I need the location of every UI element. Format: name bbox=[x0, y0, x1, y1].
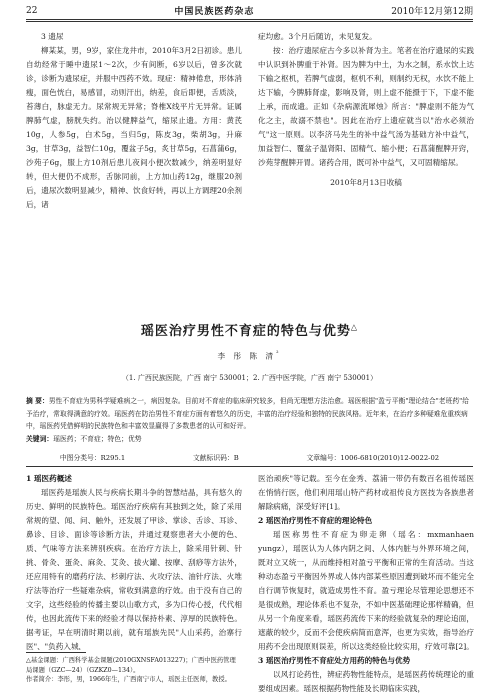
author-mark: ² bbox=[276, 350, 282, 357]
footnote-rule bbox=[26, 652, 86, 653]
title-mark: △ bbox=[350, 322, 359, 332]
section-heading: 2 瑶医治疗男性不育症的理论特色 bbox=[258, 516, 373, 525]
author-affiliation: （1. 广西民族医院，广西 南宁 530001；2. 广西中医学院，广西 南宁 530001） bbox=[121, 374, 378, 382]
section-text: 瑶医称男性不育症为卵走卵（瑶名：mxmanhaen yungz），瑶医认为人体内阴之间、人体内脏与外界环境之间，既对立又统一，从而维持相对盈亏平衡和正常的生育活动。当这种动态盈亏平衡因外界或人体内部某些原因遭到破坏而不能完全自行调节恢复时，就造成男性不育。盈亏理论尽管理论思想还不是很成熟，理论体系也不复杂，不如中医基础理论那样精确，但从另一个角度来看，瑶医药流传下来的经验就复杂的理论追面，遮蔽的较少，反而不会使疾病简而意浑，也更为实效，指导治疗用药不会出现原则误差，所以这类经验比较实用，疗效可靠[2]。 bbox=[258, 530, 474, 651]
case-heading: 3 遗尿 bbox=[41, 32, 64, 41]
clc-number: 中图分类号：R295.1 bbox=[59, 454, 126, 462]
section-text: 瑶医药是瑶族人民与疾病长期斗争的智慧结晶，具有悠久的历史、鲜明的民族特色。瑶医治疗疾病有其独到之处，除了采用常规的望、闻、问、触外，还发展了甲诊、掌诊、舌诊、耳诊、鼻诊、目诊、面诊等诊断方法，并通过观察患者大小便的色、质、气味等方法来辨别疾病。在治疗方法上，除采用针刺、针挑、骨灸、蛋灸、麻灸、艾灸、拔火罐、按摩、刮痧等方法外，还应用特有的磨药疗法、杉刺疗法、火攻疗法、油针疗法、火堆疗法等治疗一些疑难杂病，常收到满意的疗效。由于没有自己的文字，这些经验的传播主要以山歌方式，多为口传心授，代代相传，也因此流传下来的经验才得以保持朴素、淳厚的民族特色。据考证，早在明清时期以前，就有瑶族先民"人山采药，治寨行医"、"负药入城， bbox=[26, 488, 242, 650]
case-column-right bbox=[258, 30, 474, 310]
keywords bbox=[26, 433, 473, 446]
abstract bbox=[26, 395, 473, 433]
page-number: 22 bbox=[26, 5, 38, 16]
keywords-text: 瑶医药；不育症；特色；优势 bbox=[53, 434, 142, 443]
footnotes bbox=[26, 656, 242, 685]
body-column-right bbox=[258, 472, 474, 694]
document-code: 文献标识码：B bbox=[192, 454, 239, 462]
classification-line bbox=[26, 452, 473, 462]
running-header bbox=[26, 4, 473, 17]
article-number: 文章编号：1006-6810(2010)12-0022-02 bbox=[306, 454, 440, 462]
abstract-label: 摘 要： bbox=[26, 397, 49, 405]
author-bio: 作者简介：李彤，男，1966年生，广西南宁市人，瑶医主任医师，教授。 bbox=[26, 676, 231, 684]
journal-name: 中国民族医药杂志 bbox=[174, 7, 255, 17]
case-column-left bbox=[26, 30, 242, 310]
abstract-block bbox=[26, 395, 473, 445]
keywords-label: 关键词： bbox=[26, 434, 54, 443]
case-outcome: 症均愈。3个月后随访，未见复发。 bbox=[258, 32, 377, 41]
case-commentary: 按：治疗遗尿症古今多以补肾为主。笔者在治疗遗尿的实践中认识到补脾重于补肾。因为脾为中土，为水之制，系水饮上达下输之枢机，若脾气虚弱，枢机不利，则制约无权，水饮不能上达下输，今脾肺肾虚，影响及肾，则上虚不能摄于下，下虚不能上承，而成遗。正如《杂病源流犀烛》所言："脾虚则不能为气化之主，故溺不禁也"。因此在治疗上遗症就当以"治水必须治气"这一原则。以李济马先生的补中益气汤为基础方补中益气，加益智仁、覆盆子温肾阳、固精气、缩小便；石菖蒲醒脾开窍，沙苑芽醒脾开胃。诸药合用，既可补中益气，又可固精缩尿。 bbox=[258, 46, 474, 167]
section-text: 医治顽疾"等记载。至今在金秀、荔浦一带仍有数百名祖传瑶医在悄悄行医，他们利用瑶山特产药材或祖传良方医技为各族患者解除病痛，深受好评[1]。 bbox=[258, 474, 474, 511]
article-title: 瑶医治疗男性不育症的特色与优势△ bbox=[140, 322, 359, 339]
section-heading: 1 瑶医药概述 bbox=[26, 474, 72, 483]
body-column-left bbox=[26, 472, 242, 650]
received-date: 2010年8月13日收稿 bbox=[330, 178, 402, 187]
section-heading: 3 瑶医治疗男性不育症处方用药的特色与优势 bbox=[258, 656, 411, 665]
header-rule bbox=[26, 19, 473, 20]
abstract-separator bbox=[26, 466, 473, 467]
case-paragraph: 柳某某，男，9岁，家住龙井市，2010年3月2日初诊。患儿自幼经常于睡中遗尿1～2次，少有间断，6岁以后，曾多次就诊，诊断为遗尿症，并服中西药不效。现症：精神倦怠，形体消瘦，面色恍白，易感冒，动则汗出，纳差，食后即便，舌质淡，苔薄白，脉虚无力。尿常规无异常；脊椎X线平片无异常。证属脾肺气虚，膀胱失约。治以健脾益气，缩尿止遗。方用：黄芪10g，人参5g，白术5g，当归5g，陈皮3g，柴胡3g，升麻3g，甘草3g，益智仁10g，覆盆子5g，炙甘草5g，石菖蒲6g，沙苑子6g，服上方10剂后患儿夜间小便次数减少，纳差明显好转，但大便仍不成形，舌脉同前，上方加山药12g，继服20剂后，遗尿次数明显减少，精神、饮食好转，再以上方调理20余剂后，诸 bbox=[26, 46, 242, 209]
section-text: 以风打论药性，辨症药物性能特点，是瑶医药传统理论的重要组成因素。瑶医根据药物性能及长期临床实践， bbox=[258, 670, 474, 693]
abstract-text: 男性不育症为男科学疑难病之一，病因复杂。目前对不育症的临床研究较多，但尚无理想方法治愈。瑶医根据"盈亏平衡"理论结合"老班药"给予治疗，常取得满意的疗效。瑶医药在防治男性不育症方面有着悠久的历史，丰富的治疗经验和独特的民族风格。近年来，在治疗多种疑难危重疾病中，瑶医药凭借鲜明的民族特色和丰富效显赢得了多数患者的认可和好评。 bbox=[26, 397, 470, 431]
article-authors: 李 彤 陈 清$^{^2}$ bbox=[217, 350, 282, 361]
issue-info: 2010年12月第12期 bbox=[391, 7, 473, 17]
funding-note: △基金课题：广西科学基金课题(2010GXNSFA013227)；广西中医药管理局课题（GZC—24）（GZKZ0—134）。 bbox=[26, 657, 236, 674]
header-rule-thin bbox=[26, 21, 473, 22]
